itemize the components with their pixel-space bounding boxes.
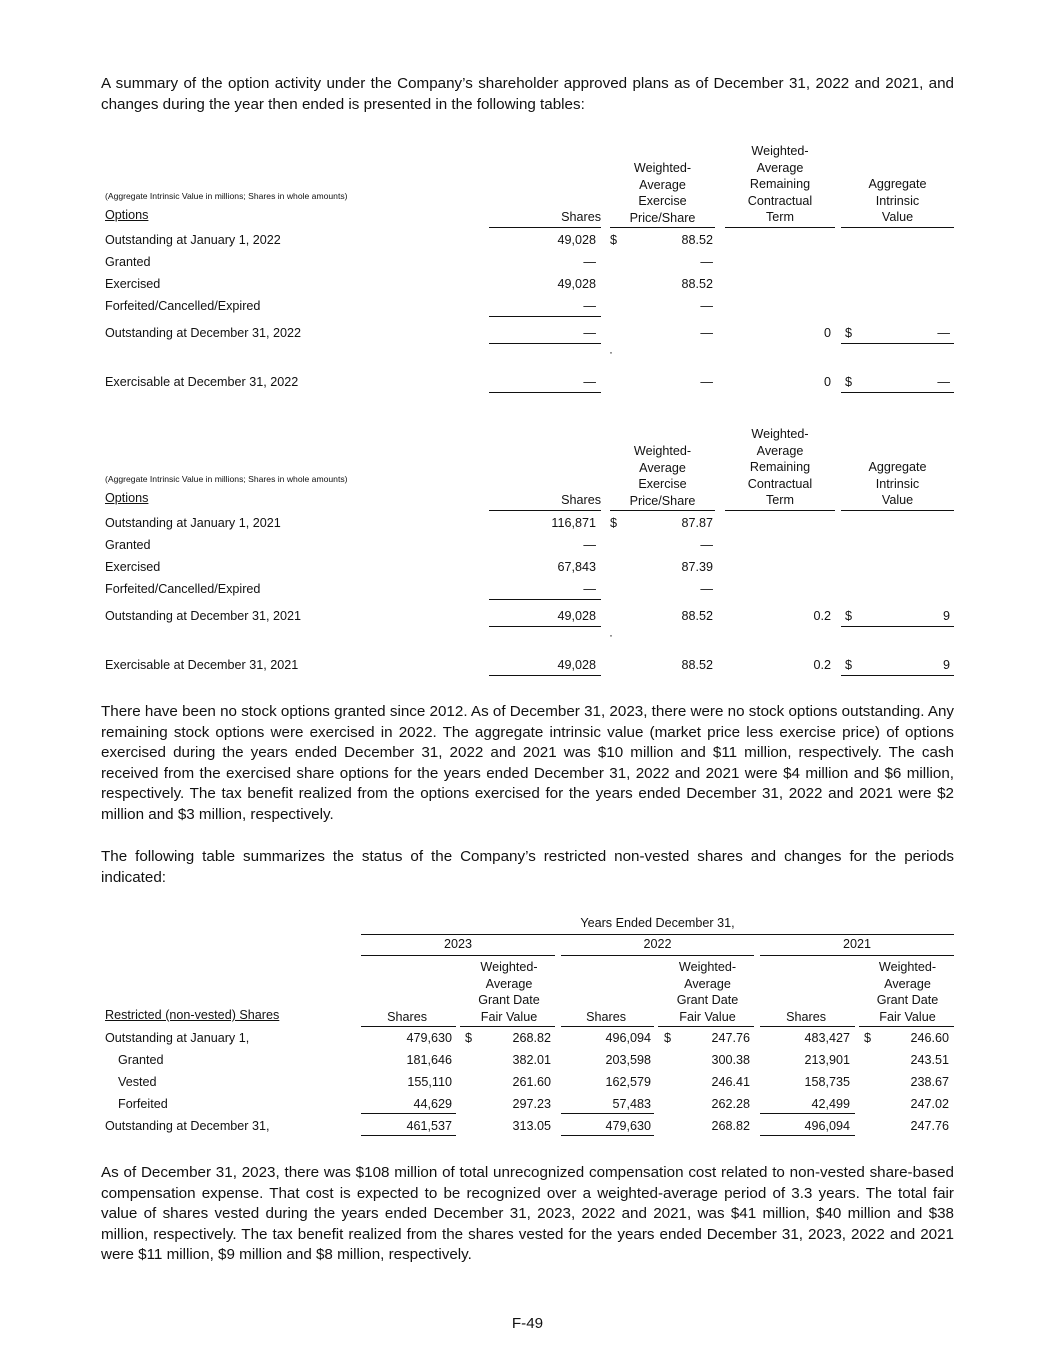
- table-row: Outstanding at January 1, 479,630 $ 268.82 496,094 $ 247.76 483,427 $ 246.60: [105, 1031, 949, 1045]
- table-row: Forfeited/Cancelled/Expired — —: [105, 299, 713, 313]
- option-table-2022: (Aggregate Intrinsic Value in millions; Shares in whole amounts) Options Shares Weighted- Average Exercise Price/Share Weighted- Average Remaining Contractual Term Aggregate Intrinsic Value Outstanding at January 1, 2022 49,028 $ 88.52 Granted — — Exercised 49,028 88.52 Forfeited/Cancelled/Expired — — Outstanding at December 31, 2022 — — 0 $ — · Exercisable at December 31, 2022 — — 0 $ —: [101, 140, 954, 400]
- options-header: Options: [105, 491, 149, 505]
- table-row: Exercised 49,028 88.52: [105, 277, 713, 291]
- table-note: (Aggregate Intrinsic Value in millions; Shares in whole amounts): [105, 191, 348, 201]
- options-header: Options: [105, 208, 149, 222]
- year-header: 2022: [643, 937, 672, 951]
- shares-header: Shares: [586, 1010, 626, 1024]
- agg-value-header: Aggregate Intrinsic Value: [868, 177, 927, 224]
- table-row: Exercisable at December 31, 2022 — — 0 $ —: [105, 375, 950, 389]
- shares-header: Shares: [561, 493, 601, 507]
- year-header: 2023: [443, 937, 473, 951]
- restricted-row-header: Restricted (non-vested) Shares: [105, 1008, 280, 1022]
- table-row: Forfeited/Cancelled/Expired — —: [105, 582, 713, 596]
- agg-value-header: Aggregate Intrinsic Value: [868, 460, 927, 507]
- restricted-shares-table: [101, 913, 954, 1143]
- table-row: Forfeited 44,629 297.23 57,483 262.28 42,499 247.02: [118, 1097, 949, 1111]
- shares-header: Shares: [387, 1010, 427, 1024]
- table-row: Exercisable at December 31, 2021 49,028 88.52 0.2 $ 9: [105, 658, 950, 672]
- table-note: (Aggregate Intrinsic Value in millions; Shares in whole amounts): [105, 474, 348, 484]
- table-row: Granted — —: [105, 538, 713, 552]
- restricted-intro-paragraph: The following table summarizes the status of the Company’s restricted non-vested shares and changes for the periods indicated:: [101, 848, 954, 886]
- option-table-2021: (Aggregate Intrinsic Value in millions; Shares in whole amounts) Options Shares Weighted- Average Exercise Price/Share Weighted- Average Remaining Contractual Term Aggregate Intrinsic Value Outstanding at January 1, 2021 116,871 $ 87.87 Granted — — Exercised 67,843 87.39 Forfeited/Cancelled/Expired — — Outstanding at December 31, 2021 49,028 88.52 0.2 $ 9 · Exercisable at December 31, 2021 49,028 88.52 0.2 $ 9: [101, 423, 954, 683]
- wa-price-header: Weighted- Average Exercise Price/Share: [629, 161, 696, 225]
- table-row: Outstanding at December 31, 2022 — — 0 $ —: [105, 326, 950, 340]
- fair-value-header: Weighted- Average Grant Date Fair Value: [676, 960, 739, 1024]
- table-row: Exercised 67,843 87.39: [105, 560, 713, 574]
- table-row: Outstanding at December 31, 2021 49,028 88.52 0.2 $ 9: [105, 609, 950, 623]
- table-row: Vested 155,110 261.60 162,579 246.41 158,735 238.67: [118, 1075, 949, 1089]
- wa-term-header: Weighted- Average Remaining Contractual Term: [747, 427, 813, 507]
- wa-price-header: Weighted- Average Exercise Price/Share: [629, 444, 696, 508]
- page-number: F-49: [511, 1315, 544, 1332]
- year-header: 2021: [842, 937, 872, 951]
- table-row: Granted — —: [105, 255, 713, 269]
- table-row: Granted 181,646 382.01 203,598 300.38 213,901 243.51: [118, 1053, 949, 1067]
- shares-header: Shares: [786, 1010, 826, 1024]
- intro-paragraph: A summary of the option activity under the Company’s shareholder approved plans as of December 31, 2022 and 2021, and changes during the year then ended is presented in the following tables:: [101, 75, 954, 113]
- table-row: Outstanding at January 1, 2022 49,028 $ 88.52: [105, 233, 713, 247]
- wa-term-header: Weighted- Average Remaining Contractual Term: [747, 144, 813, 224]
- years-header: Years Ended December 31,: [580, 916, 735, 930]
- unrecognized-cost-paragraph: As of December 31, 2023, there was $108 million of total unrecognized compensation cost related to non-vested share-based compensation expense. That cost is expected to be recognized over a weighted-average period of 3.3 years. The total fair value of shares vested during the years ended December 31, 2023, 2022 and 2021, was $41 million, $40 million and $38 million, respectively. The tax benefit realized from the shares vested for the years ended December 31, 2023, 2022 and 2021 were $11 million, $9 million and $8 million, respectively.: [101, 1164, 954, 1264]
- shares-header: Shares: [561, 210, 601, 224]
- options-explanation-paragraph: There have been no stock options granted since 2012. As of December 31, 2023, there were no stock options outstanding. Any remaining stock options were exercised in 2022. The aggregate intrinsic value (market price less exercise price) of options exercised during the years ended December 31, 2022 and 2021 was $10 million and $11 million, respectively. The cash received from the exercised share options for the years ended December 31, 2022 and 2021 were $4 million and $6 million, respectively. The tax benefit realized from the options exercised for the years ended December 31, 2022 and 2021 were $2 million and $3 million, respectively.: [101, 703, 954, 823]
- fair-value-header: Weighted- Average Grant Date Fair Value: [876, 960, 939, 1024]
- fair-value-header: Weighted- Average Grant Date Fair Value: [478, 960, 540, 1024]
- table-row: Outstanding at January 1, 2021 116,871 $ 87.87: [105, 516, 713, 530]
- table-row: Outstanding at December 31, 461,537 313.05 479,630 268.82 496,094 247.76: [105, 1119, 949, 1133]
